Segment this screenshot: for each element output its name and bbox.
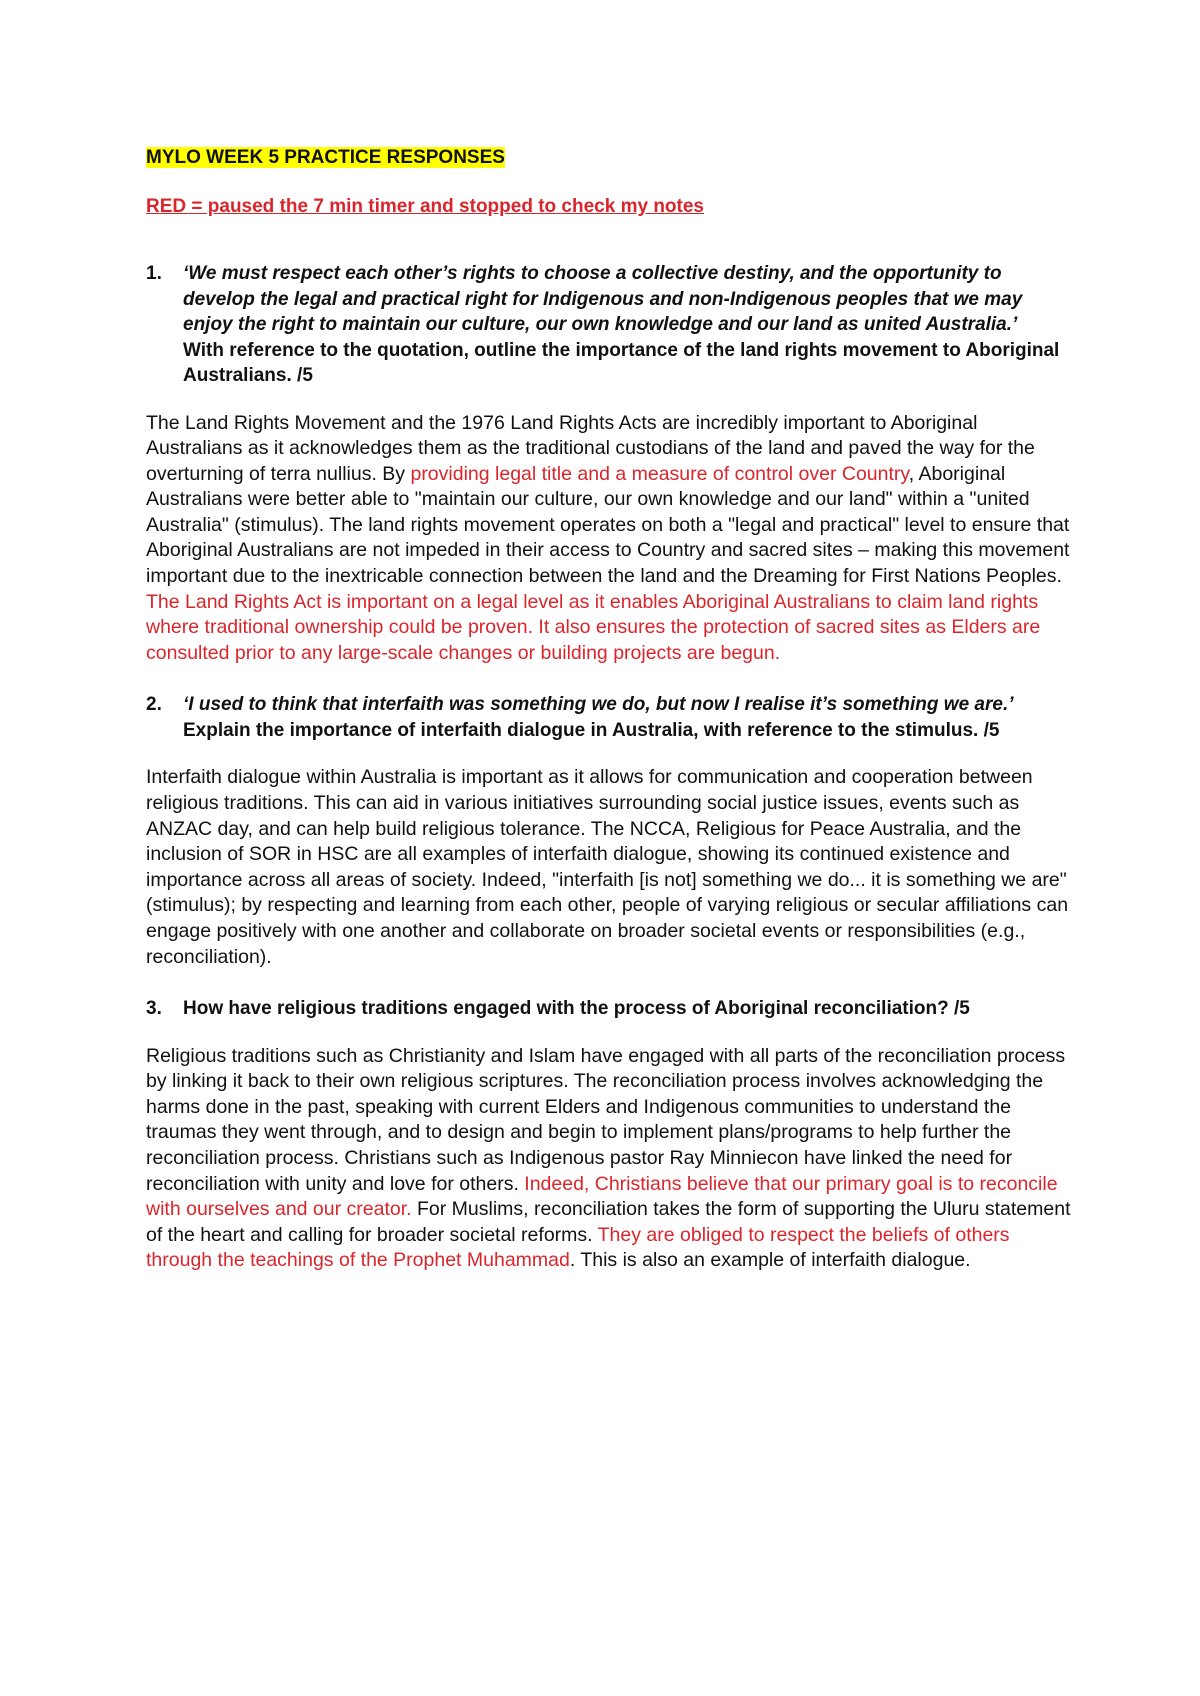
- question-number: 3.: [146, 998, 162, 1020]
- document-title: [146, 146, 1076, 170]
- answer-segment: , Aboriginal Australians were better able to "maintain our culture, our own knowledge and our land" within a "united Australia" (stimulus). The land rights movement operates on both a "legal and practical" level to ensure that Aboriginal Australians are not impeded in their access to Country and sacred sites – making this movement important due to the inextricable connection between the land and the Dreaming for First Nations Peoples.: [146, 462, 1070, 588]
- answer-segment-red: providing legal title and a measure of control over Country: [410, 462, 909, 485]
- color-legend: RED = paused the 7 min timer and stopped to check my notes: [146, 196, 704, 217]
- answer-segment: The Land Rights Movement and the 1976 Land Rights Acts are incredibly important to Aboriginal Australians as it acknowledges them as the traditional custodians of the land and paved the way for the overturning of terra nullius. By: [146, 411, 1035, 485]
- question-quote: ‘We must respect each other’s rights to choose a collective destiny, and the opportunity to develop the legal and practical right for Indigenous and non-Indigenous peoples that we may enjoy the right to maintain our culture, our own knowledge and our land as united Australia.’: [183, 263, 1023, 335]
- answer-3: [146, 1044, 1076, 1274]
- question-number: 2.: [146, 694, 162, 716]
- question-2: [146, 692, 1076, 743]
- answer-1: [146, 411, 1076, 667]
- answer-segment: Interfaith dialogue within Australia is important as it allows for communication and cooperation between religious traditions. This can aid in various initiatives surrounding social justice issues, events such as ANZAC day, and can help build religious tolerance. The NCCA, Religious for Peace Australia, and the inclusion of SOR in HSC are all examples of interfaith dialogue, showing its continued existence and importance across all areas of society. Indeed, "interfaith [is not] something we do... it is something we are" (stimulus); by respecting and learning from each other, people of varying religious or secular affiliations can engage positively with one another and collaborate on broader societal events or responsibilities (e.g., reconciliation).: [146, 766, 1069, 968]
- answer-segment-red: Indeed, Christians believe that our primary goal is to reconcile with ourselves and our creator.: [146, 1172, 1058, 1221]
- question-quote: ‘I used to think that interfaith was something we do, but now I realise it’s something we are.’: [183, 694, 1014, 716]
- answer-segment: . This is also an example of interfaith dialogue.: [569, 1249, 971, 1272]
- question-1: [146, 261, 1076, 389]
- document-page: [146, 146, 1076, 1294]
- question-prompt: How have religious traditions engaged with the process of Aboriginal reconciliation? /5: [183, 998, 970, 1020]
- answer-segment: For Muslims, reconciliation takes the form of supporting the Uluru statement of the heart and calling for broader societal reforms.: [146, 1198, 1071, 1246]
- question-3: [146, 996, 1076, 1022]
- answer-2: [146, 765, 1076, 970]
- title-highlight: MYLO WEEK 5 PRACTICE RESPONSES: [146, 147, 505, 168]
- question-number: 1.: [146, 263, 162, 284]
- question-prompt: Explain the importance of interfaith dialogue in Australia, with reference to the stimulus. /5: [183, 719, 1000, 741]
- answer-segment-red: The Land Rights Act is important on a legal level as it enables Aboriginal Australians to claim land rights where traditional ownership could be proven. It also ensures the protection of sacred sites as Elders are consulted prior to any large-scale changes or building projects are begun.: [146, 590, 1041, 664]
- answer-segment: Religious traditions such as Christianity and Islam have engaged with all parts of the reconciliation process by linking it back to their own religious scriptures. The reconciliation process involves acknowledging the harms done in the past, speaking with current Elders and Indigenous communities to understand the traumas they went through, and to design and begin to implement plans/programs to help further the reconciliation process. Christians such as Indigenous pastor Ray Minniecon have linked the need for reconciliation with unity and love for others.: [146, 1044, 1066, 1195]
- question-prompt: With reference to the quotation, outline the importance of the land rights movement to Aboriginal Australians. /5: [183, 339, 1060, 386]
- answer-segment-red: They are obliged to respect the beliefs of others through the teachings of the Prophet Muhammad: [146, 1223, 1010, 1272]
